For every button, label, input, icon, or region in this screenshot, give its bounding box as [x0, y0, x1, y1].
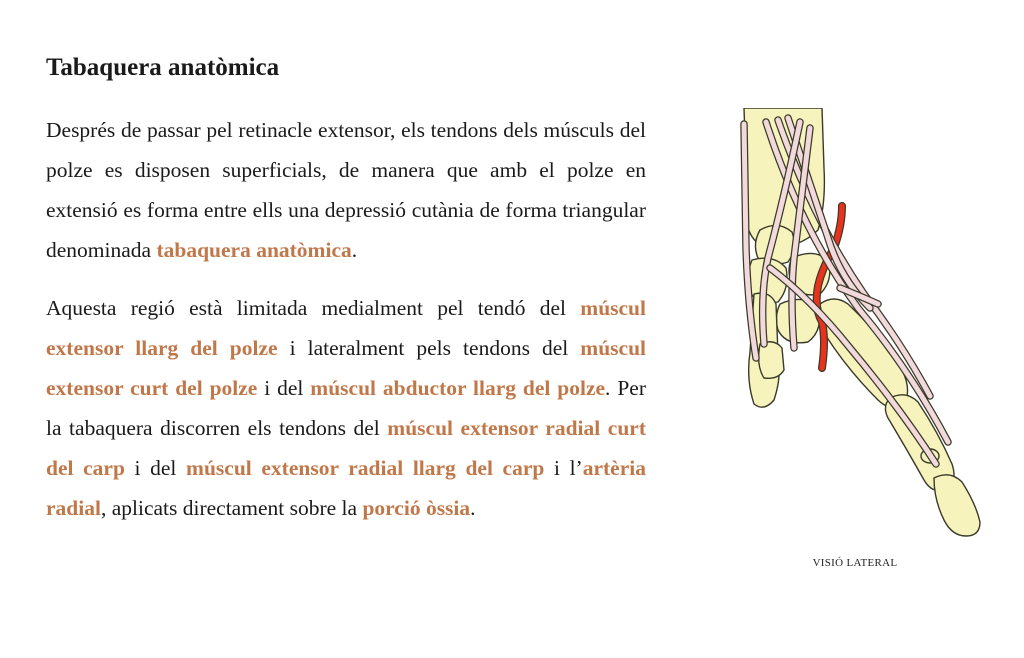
paragraph-text: Aquesta regió està limitada medialment pel tendó del [46, 296, 581, 320]
paragraph-text: i l’ [544, 456, 583, 480]
paragraph-text: i del [257, 376, 311, 400]
paragraph-text: . [470, 496, 476, 520]
thumb-distal-phalanx [934, 475, 980, 536]
term-link-arteria-radial[interactable]: artèria radial [46, 456, 646, 520]
paragraph-text: i lateralment pels tendons del [277, 336, 581, 360]
paragraph-text: . Per la tabaquera discorren els tendons del [46, 376, 646, 440]
term-link-extensor-llarg-polze[interactable]: múscul extensor llarg del polze [46, 296, 646, 360]
figure-caption: VISIÓ LATERAL [812, 557, 898, 569]
term-link-extensor-curt-polze[interactable]: múscul extensor curt del polze [46, 336, 647, 400]
paragraph-text: Després de passar pel retinacle extensor, els tendons dels músculs del polze es disposen superficials, de manera que amb el polze en extensió es forma entre ells una depressió cutània de forma triangular denominada [46, 118, 646, 262]
paragraph-boundaries [46, 288, 646, 528]
bones [744, 108, 980, 536]
page-title: Tabaquera anatòmica [46, 54, 280, 81]
paragraph-intro [46, 110, 646, 270]
paragraph-text: , aplicats directament sobre la [100, 496, 363, 520]
hand-lateral-view-illustration [730, 108, 1000, 548]
text-column [46, 110, 646, 546]
term-link-tabaquera-anatomica[interactable]: tabaquera anatòmica [156, 238, 352, 262]
term-link-abductor-llarg-polze[interactable]: múscul abductor llarg del polze [310, 376, 606, 400]
anatomy-illustration [730, 108, 1000, 548]
term-link-extensor-radial-llarg-carp[interactable]: múscul extensor radial llarg del carp [186, 456, 545, 480]
paragraph-text: . [351, 238, 358, 262]
term-link-extensor-radial-curt-carp[interactable]: múscul extensor radial curt del carp [46, 416, 646, 480]
term-link-porcio-ossia[interactable]: porció òssia [362, 496, 471, 520]
paragraph-text: i del [124, 456, 187, 480]
